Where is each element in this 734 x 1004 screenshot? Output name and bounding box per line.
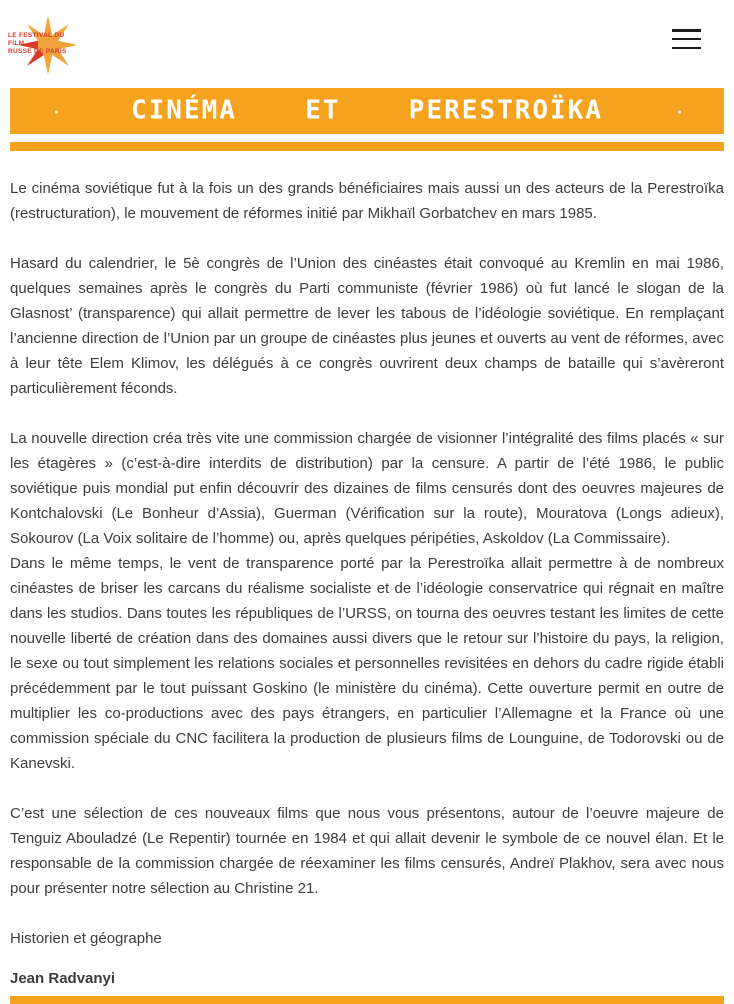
author-name: Jean Radvanyi [10,970,116,987]
article-paragraph-1: Le cinéma soviétique fut à la fois un des grands bénéficiaires mais aussi un des acteurs de la Perestroïka (restructuration), le mouvement de réformes initié par Mikhaïl Gorbatchev en mars 1985. [10,180,724,222]
page-title-banner [10,88,724,151]
festival-logo[interactable] [8,6,88,84]
article [10,176,724,991]
article-paragraph-2: Hasard du calendrier, le 5è congrès de l’Union des cinéastes était convoqué au Kremlin en mai 1986, quelques semaines après le congrès du Parti communiste (février 1986) où fut lancé le slogan de la Glasnost’ (transparence) qui allait permettre de lever les tabous de l’idéologie soviétique. En remplaçant l’ancienne direction de l’Union par un groupe de cinéastes plus jeunes et ouverts au vent de réformes, avec à leur tête Elem Klimov, les délégués à ce congrès ouvrirent deux champs de bataille qui s’avèreront particulièrement féconds. [10,255,724,397]
page-title [131,95,603,125]
banner-left-dot: · [52,94,61,125]
hamburger-icon [672,29,701,49]
festival-logo-line2: RUSSE DE PARIS [8,48,67,56]
page-title-word-1: CINÉMA [131,95,237,126]
banner-underline [10,142,724,151]
festival-logo-text [8,32,68,56]
festival-logo-line1: LE FESTIVAL DU FILM [8,32,65,48]
page-title-word-2: ET [305,95,341,126]
menu-button[interactable] [672,29,701,49]
article-paragraph-5: C’est une sélection de ces nouveaux films que nous vous présentons, autour de l’oeuvre majeure de Tenguiz Abouladzé (Le Repentir) tournée en 1984 et qui allait devenir le symbole de ce nouvel élan. Et le responsable de la commission chargée de réexaminer les films censurés, Andreï Plakhov, sera avec nous pour présenter notre sélection au Christine 21. [10,805,724,897]
author-role: Historien et géographe [10,930,162,947]
page-title-word-3: PERESTROÏKA [408,95,603,126]
site-header [0,0,734,88]
article-paragraph-3: La nouvelle direction créa très vite une commission chargée de visionner l’intégralité des films placés « sur les étagères » (c’est-à-dire interdits de distribution) par la censure. A partir de l’été 1986, le public soviétique puis mondial put enfin découvrir des dizaines de films censurés dont des oeuvres majeures de Kontchalovski (Le Bonheur d’Assia), Guerman (Vérification sur la route), Mouratova (Longs adieux), Sokourov (La Voix solitaire de l’homme) ou, après quelques péripéties, Askoldov (La Commissaire). [10,430,724,547]
article-paragraph-4: Dans le même temps, le vent de transparence porté par la Perestroïka allait permettre à de nombreux cinéastes de briser les carcans du réalisme socialiste et de l’idéologie conservatrice qui régnait en maître dans les studios. Dans toutes les républiques de l’URSS, on tourna des oeuvres testant les limites de cette nouvelle liberté de création dans des domaines aussi divers que le retour sur l’histoire du pays, la religion, le sexe ou tout simplement les relations sociales et personnelles revisitées en dehors du cadre rigide établi précédemment par le tout puissant Goskino (le ministère du cinéma). Cette ouverture permit en outre de multiplier les co-productions avec des pays étrangers, en particulier l’Allemagne et la France où une commission spéciale du CNC facilitera la production de plusieurs films de Lounguine, de Todorovski ou de Kanevski. [10,555,724,772]
footer-accent-strip [10,996,724,1004]
banner-band [10,88,724,134]
banner-right-dot: · [675,94,684,125]
